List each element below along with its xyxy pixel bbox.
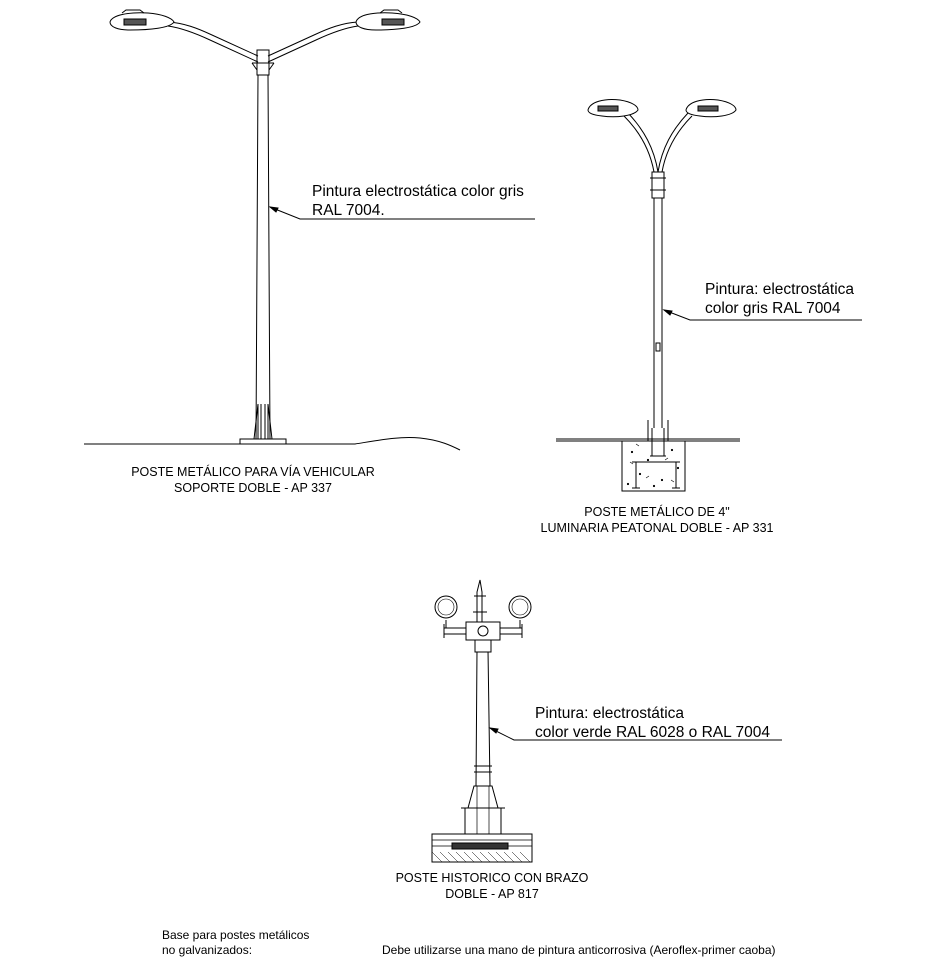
pole1-shaft [256,75,270,439]
pole1-drawing [84,10,535,450]
pole2-right-luminaire [686,99,736,116]
pole3-caption-line1: POSTE HISTORICO CON BRAZO [395,871,589,885]
pole2-left-arm [624,113,658,172]
base-label [162,928,309,958]
pole2-caption [522,504,792,536]
pole2-callout-line2: color gris RAL 7004 [705,300,841,317]
pole1-caption [108,464,398,496]
pole1-left-arm [168,22,258,62]
pole1-left-luminaire [110,10,174,30]
pole2-handhole [656,343,660,351]
pole2-caption-line1: POSTE METÁLICO DE 4" [584,505,730,519]
pole2-left-luminaire [588,99,638,116]
pole1-right-arm [268,22,358,62]
pole2-callout-line1: Pintura: electrostática [705,281,855,298]
pole3-finial [473,580,487,622]
base-note: Debe utilizarse una mano de pintura anticorrosiva (Aeroflex-primer caoba) [382,943,776,957]
pole3-callout-line2: color verde RAL 6028 o RAL 7004 [535,724,770,741]
pole1-callout-line2: RAL 7004. [312,202,385,219]
base-label-line1: Base para postes metálicos [162,928,310,942]
pole2-shaft [654,198,662,428]
pole3-callout [535,704,770,742]
pole2-top-bracket [652,172,664,198]
pole1-callout [312,182,524,220]
pole3-caption [372,870,612,902]
pole1-base-plate [240,439,286,444]
pole1-gussets [254,404,272,439]
pole1-caption-line2: SOPORTE DOBLE - AP 337 [174,481,332,495]
pole1-right-luminaire [356,10,420,30]
pole2-callout [705,280,854,318]
pole2-caption-line2: LUMINARIA PEATONAL DOBLE - AP 331 [540,521,774,535]
pole3-pedestal [465,808,501,834]
pole2-right-arm [658,113,692,172]
pole1-callout-line1: Pintura electrostática color gris [312,183,524,200]
pole1-caption-line1: POSTE METÁLICO PARA VÍA VEHICULAR [131,465,375,479]
pole3-caption-line2: DOBLE - AP 817 [445,887,539,901]
pole3-callout-line1: Pintura: electrostática [535,705,685,722]
base-label-line2: no galvanizados: [162,943,253,957]
